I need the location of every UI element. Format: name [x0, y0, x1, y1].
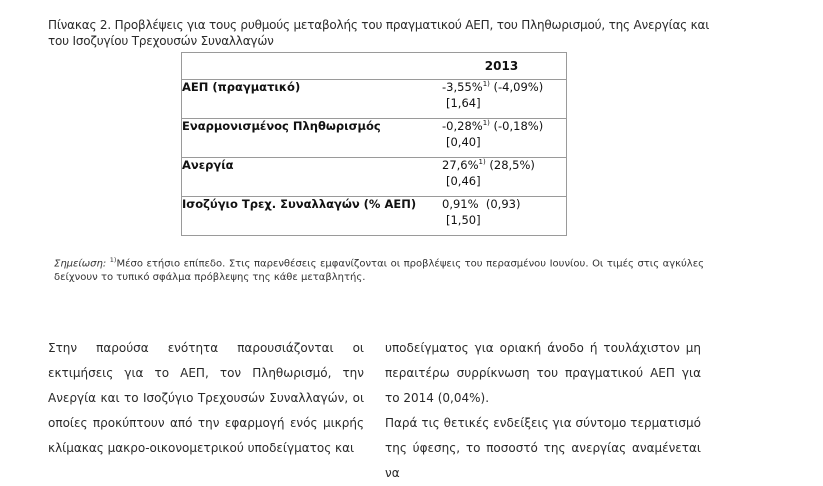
year-header: 2013 [437, 53, 567, 80]
forecast-value: -3,55% [442, 80, 483, 94]
row-value-cell [437, 119, 567, 158]
previous-forecast: (28,5%) [489, 158, 535, 172]
table-caption: Πίνακας 2. Προβλέψεις για τους ρυθμούς μεταβολής του πραγματικού ΑΕΠ, του Πληθωρισμού, της Ανεργίας και του Ισοζυγίου Τρεχουσών Συναλλαγών [48, 18, 710, 48]
row-value-cell [437, 197, 567, 236]
table-row [182, 80, 567, 119]
footnote-mark: 1) [478, 158, 486, 167]
forecast-error: [1,50] [446, 213, 481, 227]
note-label: Σημείωση: [54, 258, 107, 270]
forecast-table [181, 52, 567, 236]
table-row [182, 119, 567, 158]
body-paragraph: Στην παρούσα ενότητα παρουσιάζονται οι εκτιμήσεις για το ΑΕΠ, τον Πληθωρισμό, την Ανεργία και το Ισοζύγιο Τρεχουσών Συναλλαγών, οι οποίες προκύπτουν από την εφαρμογή ενός μικρής κλίμακας μακρο-οικονομετρικού υποδείγματος και [48, 341, 364, 455]
body-column-left [48, 336, 364, 461]
row-label: Ανεργία [182, 158, 438, 197]
previous-forecast: (0,93) [485, 197, 521, 211]
table-row [182, 158, 567, 197]
header-blank-cell [182, 53, 438, 80]
forecast-value: 27,6% [442, 158, 479, 172]
forecast-error: [0,46] [446, 174, 481, 188]
body-paragraph: υποδείγματος για οριακή άνοδο ή τουλάχιστον μη περαιτέρω συρρίκνωση του πραγματικού ΑΕΠ για το 2014 (0,04%). [385, 341, 701, 405]
note-footnote-mark: 1) [109, 256, 117, 264]
forecast-error: [1,64] [446, 96, 481, 110]
row-label: Εναρμονισμένος Πληθωρισμός [182, 119, 438, 158]
body-paragraph: Παρά τις θετικές ενδείξεις για σύντομο τερματισμό της ύφεσης, το ποσοστό της ανεργίας αναμένεται να [385, 416, 701, 480]
forecast-value: 0,91% [442, 197, 479, 211]
forecast-value: -0,28% [442, 119, 483, 133]
table-note [54, 253, 704, 285]
row-value-cell [437, 158, 567, 197]
previous-forecast: (-4,09%) [493, 80, 544, 94]
table-header-row [182, 53, 567, 80]
table-row [182, 197, 567, 236]
row-value-cell [437, 80, 567, 119]
previous-forecast: (-0,18%) [493, 119, 544, 133]
note-text: Μέσο ετήσιο επίπεδο. Στις παρενθέσεις εμφανίζονται οι προβλέψεις του περασμένου Ιουνίου. Οι τιμές στις αγκύλες δείχνουν το τυπικό σφάλμα πρόβλεψης της κάθε μεταβλητής. [54, 258, 704, 284]
forecast-error: [0,40] [446, 135, 481, 149]
row-label: ΑΕΠ (πραγματικό) [182, 80, 438, 119]
footnote-mark: 1) [482, 119, 490, 128]
footnote-mark: 1) [482, 80, 490, 89]
row-label: Ισοζύγιο Τρεχ. Συναλλαγών (% ΑΕΠ) [182, 197, 438, 236]
body-column-right [385, 336, 701, 486]
